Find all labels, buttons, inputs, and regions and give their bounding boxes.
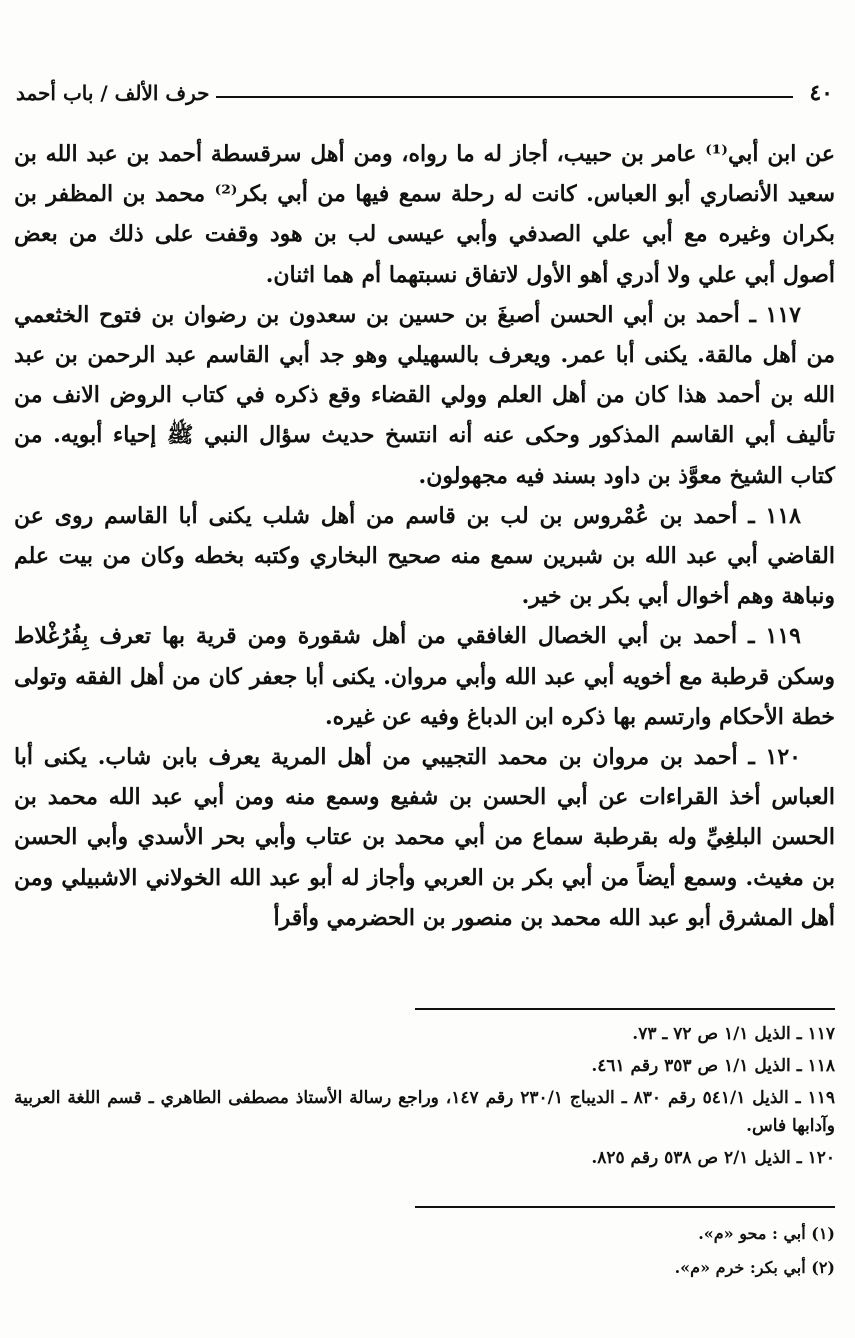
- footnotes-divider: [415, 1206, 835, 1208]
- entry-120: ١٢٠ ـ أحمد بن مروان بن محمد التجيبي من أهل المرية يعرف بابن شاب. يكنى أبا العباس أخذ القراءات عن أبي الحسن بن شفيع وسمع منه ومن أبي عبد الله محمد بن الحسن البلغِيِّ وله بقرطبة سماع من أبي محمد بن عتاب وأبي بحر الأسدي وأبي الحسن بن مغيث. وسمع أيضاً من أبي بكر بن العربي وأجاز له أبو عبد الله الخولاني الاشبيلي ومن أهل المشرق أبو عبد الله محمد بن منصور بن الحضرمي وأقرأ: [14, 744, 835, 931]
- running-header: [16, 74, 833, 108]
- footnote: (٢) أبي بكر: خرم «م».: [674, 1258, 835, 1277]
- footnotes: [14, 1220, 835, 1288]
- paragraph-continuation: عن ابن أبي⁽¹⁾ عامر بن حبيب، أجاز له ما رواه، ومن أهل سرقسطة أحمد بن عبد الله بن سعيد الأنصاري أبو العباس. كانت له رحلة سمع فيها من أبي بكر⁽²⁾ محمد بن المظفر بن بكران وغيره مع أبي علي الصدفي وأبي عيسى لب بن هود وقفت على ذلك من بعض أصول أبي علي ولا أدري أهو الأول لاتفاق نسبتهما أم هما اثنان.: [14, 141, 835, 288]
- source-note: ١١٨ ـ الذيل ١/١ ص ٣٥٣ رقم ٤٦١.: [591, 1056, 835, 1076]
- main-text: [14, 134, 835, 938]
- running-title: حرف الألف / باب أحمد: [16, 81, 210, 105]
- notes-divider: [415, 1008, 835, 1010]
- source-notes: [14, 1020, 835, 1176]
- entry-117: ١١٧ ـ أحمد بن أبي الحسن أصبغَ بن حسين بن سعدون بن رضوان بن فتوح الخثعمي من أهل مالقة. يكنى أبا عمر. ويعرف بالسهيلي وهو جد أبي القاسم عبد الرحمن بن عبد الله بن أحمد هذا كان من أهل العلم وولي القضاء وقع ذكره في كتاب الروض الانف من تأليف أبي القاسم المذكور وحكى عنه أنه انتسخ حديث سؤال النبي ﷺ إحياء أبويه. من كتاب الشيخ معوَّذ بن داود بسند فيه مجهولون.: [14, 301, 835, 489]
- source-note: ١٢٠ ـ الذيل ٢/١ ص ٥٣٨ رقم ٨٢٥.: [591, 1148, 835, 1168]
- entry-119: ١١٩ ـ أحمد بن أبي الخصال الغافقي من أهل شقورة ومن قرية بها تعرف بِفُرُغْلاط وسكن قرطبة مع أخويه أبي عبد الله وأبي مروان. يكنى أبا جعفر كان من أهل الفقه وتولى خطة الأحكام وارتسم بها ذكره ابن الدباغ وفيه عن غيره.: [14, 623, 835, 730]
- footnote: (١) أبي : محو «م».: [698, 1224, 835, 1243]
- source-note: ١١٩ ـ الذيل ٥٤١/١ رقم ٨٣٠ ـ الديباج ٢٣٠/١ رقم ١٤٧، وراجع رسالة الأستاذ مصطفى الطاهري ـ قسم اللغة العربية وآدابها فاس.: [14, 1088, 835, 1136]
- page-number: ٤٠: [809, 80, 833, 106]
- source-note: ١١٧ ـ الذيل ١/١ ص ٧٢ ـ ٧٣.: [632, 1024, 835, 1044]
- header-rule: [216, 82, 794, 98]
- entry-118: ١١٨ ـ أحمد بن عُمْروس بن لب بن قاسم من أهل شلب يكنى أبا القاسم روى عن القاضي أبي عبد الله بن شبرين سمع منه صحيح البخاري وكتبه بخطه وكان من بيت علم ونباهة وهم أخوال أبي بكر بن خير.: [14, 502, 835, 610]
